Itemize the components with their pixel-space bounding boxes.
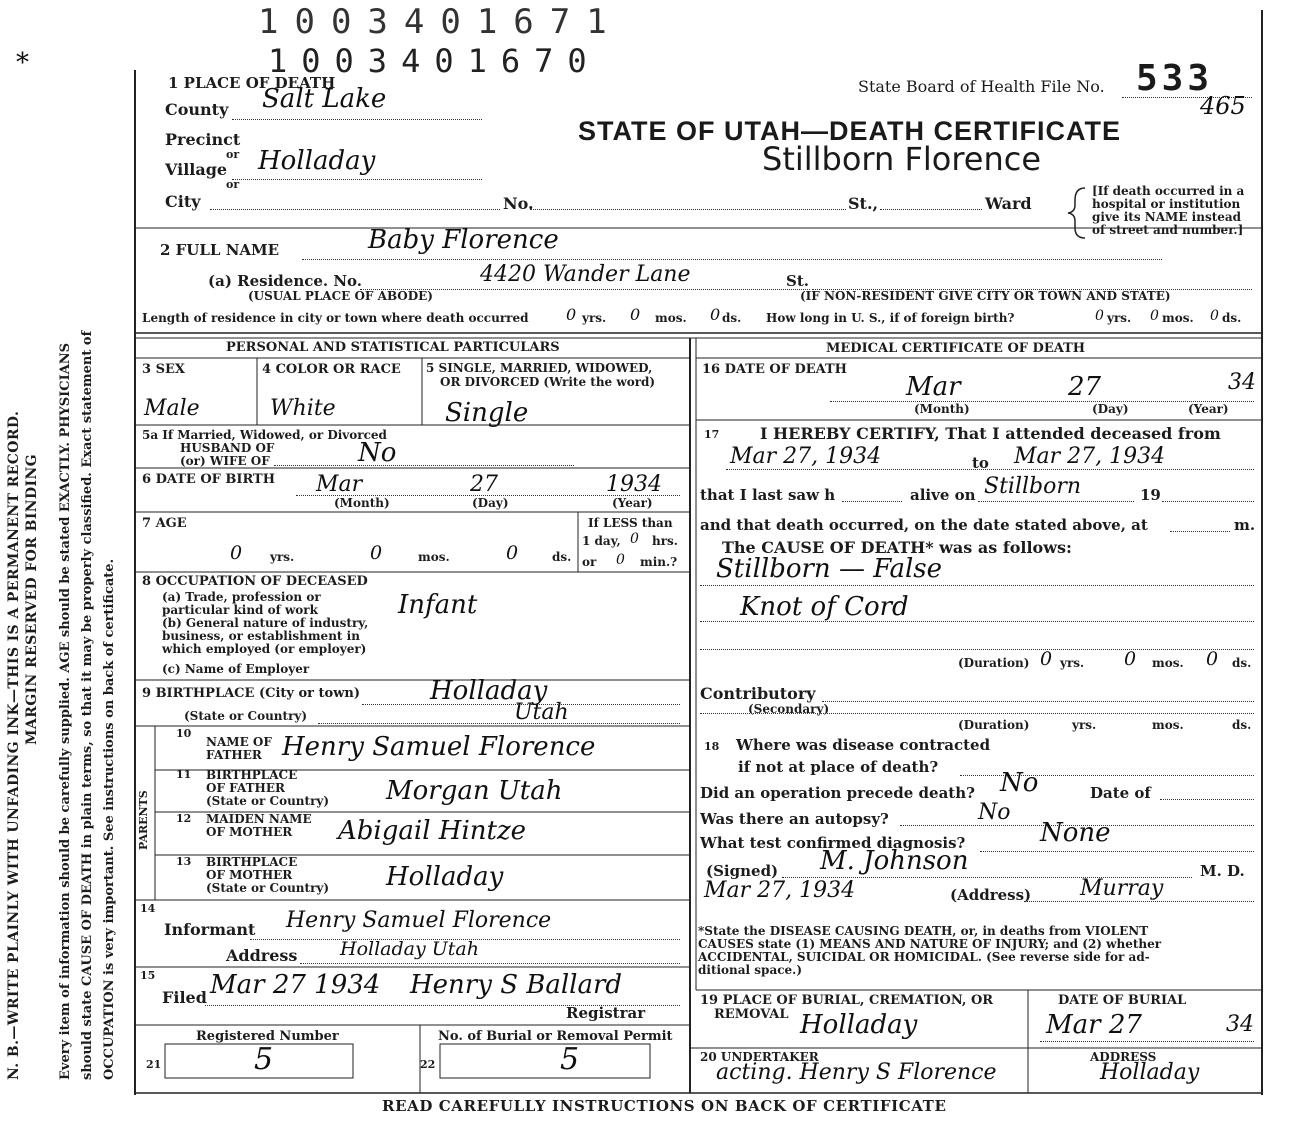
dob-year-value: 1934 [606, 472, 662, 497]
footnote-1: *State the DISEASE CAUSING DEATH, or, in deaths from VIOLENT [698, 924, 1149, 938]
undertaker-address-label: ADDRESS [1090, 1050, 1157, 1064]
mother-n: 12 [176, 812, 192, 825]
village-value: Holladay [258, 146, 376, 176]
occupation-label: 8 OCCUPATION OF DECEASED [142, 574, 368, 589]
residence-label: (a) Residence. No. [208, 272, 363, 290]
marital-value: Single [445, 398, 529, 428]
dob-day-caption: (Day) [472, 496, 509, 510]
burial-place-label-2: REMOVAL [714, 1007, 789, 1022]
duration-ds-value: 0 [1206, 648, 1219, 670]
item-22: 22 [420, 1058, 436, 1071]
nineteen-label: 19 [1140, 486, 1161, 504]
occ-line-c: (c) Name of Employer [162, 662, 310, 676]
attended-from-value: Mar 27, 1934 [730, 444, 882, 469]
us-ds-unit: ds. [1222, 311, 1242, 325]
stillborn-note: Stillborn Florence [762, 140, 1042, 178]
occ-line-b3: which employed (or employer) [162, 642, 367, 656]
birthplace-label: 9 BIRTHPLACE (City or town) [142, 686, 360, 701]
margin-instructions-3: OCCUPATION is very important. See instructions on back of certificate. [102, 558, 117, 1080]
spouse-label-2: HUSBAND OF [180, 441, 275, 455]
undertaker-value: acting. Henry S Florence [716, 1060, 997, 1085]
or-2: or [226, 178, 240, 191]
dod-month-value: Mar [906, 372, 961, 402]
fbirth-label-1: BIRTHPLACE [206, 768, 298, 782]
informant-label: Informant [164, 920, 256, 939]
fbirth-value: Morgan Utah [386, 776, 563, 806]
spouse-label-1: 5a If Married, Widowed, or Divorced [142, 428, 387, 442]
state-value: Utah [514, 700, 569, 725]
mother-label-2: OF MOTHER [206, 825, 293, 839]
item-14: 14 [140, 902, 156, 915]
hospital-note-3: give its NAME instead [1092, 210, 1242, 224]
county-value: Salt Lake [262, 84, 387, 114]
corner-mark: * [16, 48, 29, 78]
state-label: (State or Country) [184, 709, 308, 723]
margin-instructions-2: should state CAUSE OF DEATH in plain terms, so that it may be properly classified. Exact statement of [80, 330, 95, 1080]
margin-binding: MARGIN RESERVED FOR BINDING [24, 453, 40, 745]
certify-text: I HEREBY CERTIFY, That I attended deceased from [760, 424, 1221, 443]
dob-day-value: 27 [470, 472, 498, 497]
footnote-4: ditional space.) [698, 963, 803, 977]
dod-label: 16 DATE OF DEATH [702, 362, 847, 377]
less-label-1: If LESS than [588, 516, 673, 530]
city-label: City [165, 192, 201, 211]
autopsy-value: No [978, 800, 1011, 825]
non-resident-note: (IF NON-RESIDENT GIVE CITY OR TOWN AND STATE) [800, 289, 1171, 303]
age-ds-unit: ds. [552, 550, 572, 564]
footnote-2: CAUSES state (1) MEANS AND NATURE OF INJURY; and (2) whether [698, 937, 1162, 951]
duration-ds-unit: ds. [1232, 656, 1252, 670]
burial-date-label: DATE OF BURIAL [1058, 993, 1187, 1008]
date-of-label: Date of [1090, 784, 1151, 802]
dob-month-value: Mar [316, 472, 363, 497]
ward-label: Ward [985, 194, 1032, 213]
informant-address-value: Holladay Utah [340, 938, 479, 960]
duration-yrs-unit: yrs. [1060, 656, 1085, 670]
color-value: White [270, 396, 336, 421]
duration2-yrs-unit: yrs. [1072, 718, 1097, 732]
dod-month-caption: (Month) [914, 402, 970, 416]
us-ds-value: 0 [1210, 308, 1219, 324]
us-residence-label: How long in U. S., if of foreign birth? [766, 311, 1015, 325]
signed-address-label: (Address) [950, 886, 1032, 904]
burial-date-value: Mar 27 [1046, 1010, 1142, 1040]
duration-yrs-value: 0 [1040, 648, 1053, 670]
mbirth-value: Holladay [386, 862, 504, 892]
autopsy-label: Was there an autopsy? [700, 810, 889, 828]
age-yrs-unit: yrs. [270, 550, 295, 564]
precinct-label: Precinct [165, 130, 241, 149]
marital-label-1: 5 SINGLE, MARRIED, WIDOWED, [426, 361, 653, 375]
length-residence-label: Length of residence in city or town where death occurred [142, 311, 529, 325]
mother-label-1: MAIDEN NAME [206, 812, 312, 826]
signed-value: M. Johnson [820, 846, 969, 876]
burial-place-label-1: 19 PLACE OF BURIAL, CREMATION, OR [700, 993, 994, 1008]
signed-label: (Signed) [706, 862, 779, 880]
occ-line-b2: business, or establishment in [162, 629, 360, 643]
operation-value: No [1000, 768, 1039, 798]
mother-value: Abigail Hintze [338, 816, 527, 846]
residence-st: St. [786, 272, 809, 290]
registered-number-label: Registered Number [196, 1029, 339, 1044]
age-label: 7 AGE [142, 516, 187, 531]
age-mos-unit: mos. [418, 550, 450, 564]
footnote-3: ACCIDENTAL, SUICIDAL OR HOMICIDAL. (See reverse side for ad- [698, 950, 1150, 964]
test-label: What test confirmed diagnosis? [700, 834, 966, 852]
burial-place-value: Holladay [800, 1010, 918, 1040]
village-label: Village [165, 160, 228, 179]
margin-instructions-1: Every item of information should be carefully supplied. AGE should be stated EXACTLY. PHYSICIANS [58, 342, 73, 1080]
father-n: 10 [176, 727, 192, 740]
spouse-label-3: (or) WIFE OF [180, 454, 270, 468]
usual-abode: (USUAL PLACE OF ABODE) [248, 289, 433, 303]
file-number-2: 465 [1200, 92, 1246, 120]
hospital-note-2: hospital or institution [1092, 197, 1241, 211]
father-label-1: NAME OF [206, 735, 272, 749]
age-ds-value: 0 [506, 542, 519, 564]
duration-label-1: (Duration) [958, 656, 1030, 670]
contributory-label: Contributory [700, 684, 816, 703]
less-label-hrs: hrs. [652, 534, 678, 548]
birthplace-value: Holladay [430, 676, 548, 706]
less-min-value: 0 [616, 552, 625, 568]
undertaker-label: 20 UNDERTAKER [700, 1050, 819, 1064]
meridiem-label: m. [1234, 516, 1256, 534]
us-mos-unit: mos. [1162, 311, 1194, 325]
fbirth-n: 11 [176, 768, 192, 781]
certificate-title: STATE OF UTAH—DEATH CERTIFICATE [578, 116, 1121, 146]
filed-label: Filed [162, 988, 207, 1007]
length-mos-unit: mos. [655, 311, 687, 325]
burial-permit-label: No. of Burial or Removal Permit [438, 1029, 673, 1044]
personal-section-title: PERSONAL AND STATISTICAL PARTICULARS [226, 340, 560, 355]
registered-number-value: 5 [254, 1042, 274, 1077]
occupation-value: Infant [398, 590, 478, 620]
length-yrs-value: 0 [566, 305, 577, 324]
undertaker-address-value: Holladay [1100, 1060, 1200, 1085]
parents-label: PARENTS [137, 790, 150, 850]
occ-line-a: (a) Trade, profession or [162, 590, 321, 604]
duration2-ds-unit: ds. [1232, 718, 1252, 732]
cause-line-2: Knot of Cord [740, 592, 909, 622]
contracted-2: if not at place of death? [738, 758, 939, 776]
contracted-1: Where was disease contracted [736, 736, 991, 754]
informant-address-label: Address [226, 946, 298, 965]
father-value: Henry Samuel Florence [282, 732, 596, 762]
margin-warning: N. B.—WRITE PLAINLY WITH UNFADING INK—THIS IS A PERMANENT RECORD. [6, 410, 22, 1080]
duration2-mos-unit: mos. [1152, 718, 1184, 732]
item-15: 15 [140, 969, 156, 982]
full-name-label: 2 FULL NAME [160, 241, 280, 259]
hospital-note-4: of street and number.] [1092, 223, 1244, 237]
occ-line-b: (b) General nature of industry, [162, 616, 369, 630]
length-mos-value: 0 [630, 305, 641, 324]
sex-value: Male [144, 396, 200, 421]
last-saw-label: that I last saw h [700, 486, 836, 504]
mbirth-label-1: BIRTHPLACE [206, 855, 298, 869]
dob-year-caption: (Year) [612, 496, 653, 510]
less-label-2: 1 day, [582, 534, 621, 548]
length-ds-unit: ds. [722, 311, 742, 325]
file-number: 533 [1136, 58, 1214, 99]
burial-permit-value: 5 [560, 1042, 580, 1077]
duration-mos-unit: mos. [1152, 656, 1184, 670]
full-name-value: Baby Florence [368, 225, 559, 255]
us-yrs-value: 0 [1095, 308, 1104, 324]
age-yrs-value: 0 [230, 542, 243, 564]
item-17: 17 [704, 428, 720, 441]
dob-month-caption: (Month) [334, 496, 390, 510]
age-mos-value: 0 [370, 542, 383, 564]
alive-on-value: Stillborn [984, 474, 1082, 499]
dob-label: 6 DATE OF BIRTH [142, 472, 276, 487]
fbirth-label-3: (State or Country) [206, 794, 330, 808]
cause-label: The CAUSE OF DEATH* was as follows: [722, 538, 1072, 557]
father-label-2: FATHER [206, 748, 262, 762]
registrar-label: Registrar [566, 1004, 646, 1022]
color-label: 4 COLOR OR RACE [262, 362, 401, 377]
cause-line-1: Stillborn — False [716, 554, 943, 584]
certificate-number-top: 1003401671 [258, 2, 623, 42]
or-1: or [226, 148, 240, 161]
informant-value: Henry Samuel Florence [286, 908, 552, 933]
dod-year-caption: (Year) [1188, 402, 1229, 416]
spouse-value: No [358, 438, 397, 468]
certificate-number-second: 1003401670 [268, 42, 601, 80]
dod-year-value: 34 [1228, 370, 1256, 395]
alive-on-label: alive on [910, 486, 976, 504]
marital-label-2: OR DIVORCED (Write the word) [440, 375, 656, 389]
duration-label-2: (Duration) [958, 718, 1030, 732]
st-label: St., [848, 194, 879, 213]
us-mos-value: 0 [1150, 308, 1159, 324]
dod-day-caption: (Day) [1092, 402, 1129, 416]
file-number-label: State Board of Health File No. [858, 77, 1105, 96]
residence-value: 4420 Wander Lane [480, 262, 691, 287]
burial-year-value: 34 [1226, 1012, 1254, 1037]
mbirth-n: 13 [176, 855, 192, 868]
place-of-death-label: 1 PLACE OF DEATH [168, 74, 336, 92]
md-label: M. D. [1200, 862, 1245, 880]
attended-to-value: Mar 27, 1934 [1014, 444, 1166, 469]
signed-address-value: Murray [1080, 876, 1164, 901]
footer-instructions: READ CAREFULLY INSTRUCTIONS ON BACK OF CERTIFICATE [382, 1097, 947, 1115]
secondary-label: (Secondary) [748, 702, 830, 716]
less-label-min: min.? [640, 555, 678, 569]
fbirth-label-2: OF FATHER [206, 781, 286, 795]
hospital-note-1: [If death occurred in a [1092, 184, 1245, 198]
no-label: No. [503, 194, 534, 213]
length-ds-value: 0 [710, 305, 721, 324]
county-label: County [165, 100, 229, 119]
duration-mos-value: 0 [1124, 648, 1137, 670]
operation-label: Did an operation precede death? [700, 784, 975, 802]
us-yrs-unit: yrs. [1107, 311, 1132, 325]
dod-day-value: 27 [1068, 372, 1102, 402]
mbirth-label-3: (State or Country) [206, 881, 330, 895]
death-occurred-label: and that death occurred, on the date stated above, at [700, 516, 1148, 534]
item-21: 21 [146, 1058, 162, 1071]
medical-section-title: MEDICAL CERTIFICATE OF DEATH [826, 341, 1086, 356]
registrar-value: Henry S Ballard [410, 970, 623, 1000]
test-value: None [1040, 818, 1111, 848]
length-yrs-unit: yrs. [582, 311, 607, 325]
less-hrs-value: 0 [630, 531, 639, 547]
mbirth-label-2: OF MOTHER [206, 868, 293, 882]
to-label: to [972, 454, 989, 472]
occ-line-a2: particular kind of work [162, 603, 318, 617]
sex-label: 3 SEX [142, 362, 185, 377]
signed-date-value: Mar 27, 1934 [704, 878, 856, 903]
item-18: 18 [704, 740, 720, 753]
less-label-or: or [582, 555, 597, 569]
filed-value: Mar 27 1934 [210, 970, 381, 1000]
